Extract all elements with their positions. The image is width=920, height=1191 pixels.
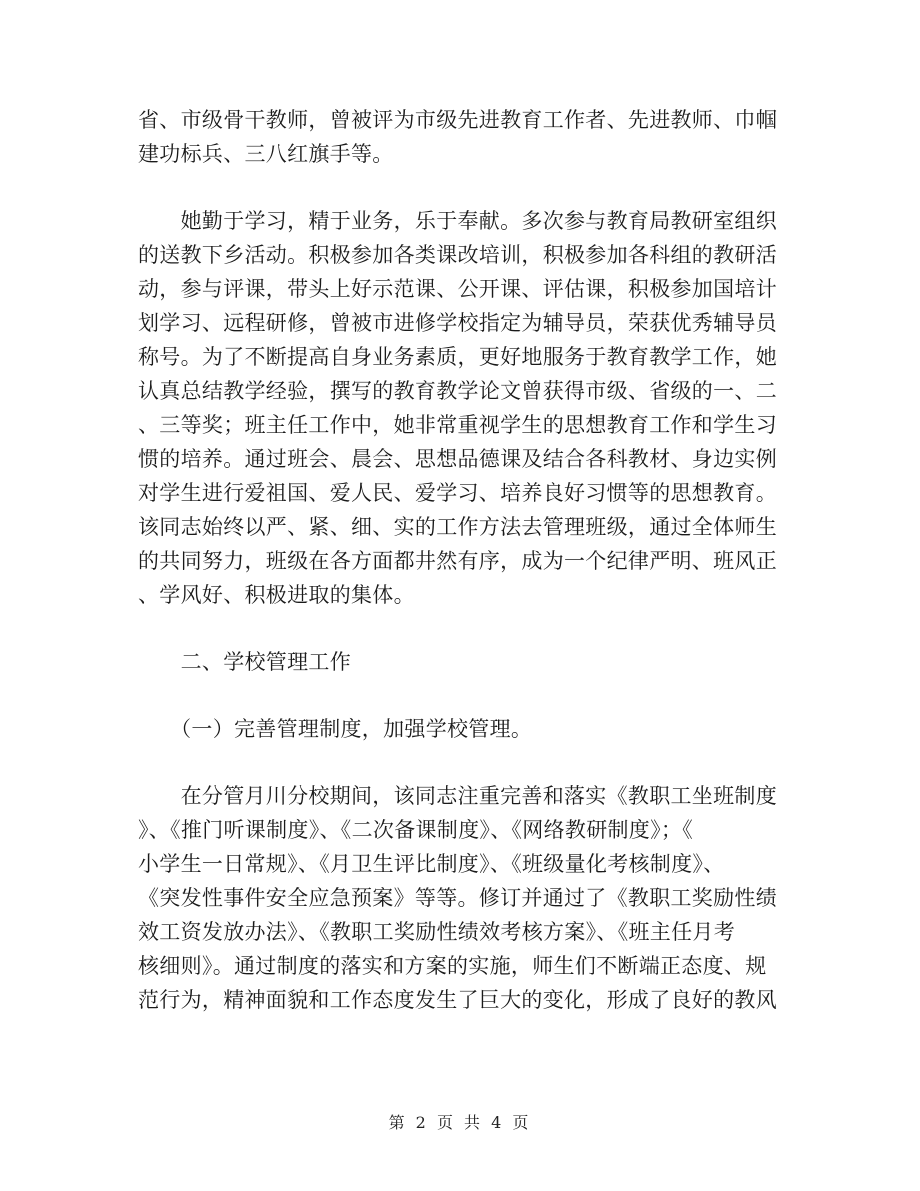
paragraph-gap — [138, 171, 783, 204]
paragraph-gap — [138, 679, 783, 712]
text-line: 建功标兵、三八红旗手等。 — [138, 142, 394, 166]
text-line: 称号。为了不断提高自身业务素质，更好地服务于教育教学工作，她 — [138, 345, 777, 369]
text-line: 、学风好、积极进取的集体。 — [138, 583, 415, 607]
text-line: 动，参与评课，带头上好示范课、公开课、评估课，积极参加国培计 — [138, 277, 777, 301]
text-line: 核细则》。通过制度的落实和方案的实施，师生们不断端正态度、规 — [138, 954, 767, 978]
paragraph-gap — [138, 746, 783, 779]
text-line: 划学习、远程研修，曾被市进修学校指定为辅导员，荣获优秀辅导员 — [138, 311, 777, 335]
text-line: 对学生进行爱祖国、爱人民、爱学习、培养良好习惯等的思想教育。 — [138, 481, 777, 505]
page-footer: 第 2 页 共 4 页 — [388, 1113, 532, 1132]
text-line: 惯的培养。通过班会、晨会、思想品德课及结合各科教材、身边实例 — [138, 447, 777, 471]
text-line: （一）完善管理制度，加强学校管理。 — [138, 717, 533, 741]
text-line: 的送教下乡活动。积极参加各类课改培训，积极参加各科组的教研活 — [138, 243, 777, 267]
text-line: 范行为，精神面貌和工作态度发生了巨大的变化，形成了良好的教风 — [138, 988, 777, 1012]
text-line: 在分管月川分校期间，该同志注重完善和落实《教职工坐班制度 — [138, 784, 777, 808]
paragraph-gap — [138, 612, 783, 645]
text-line: 、三等奖；班主任工作中，她非常重视学生的思想教育工作和学生习 — [138, 413, 777, 437]
document-body — [138, 103, 783, 1017]
text-line: 省、市级骨干教师，曾被评为市级先进教育工作者、先进教师、巾帼 — [138, 108, 777, 132]
text-line: 的共同努力，班级在各方面都井然有序，成为一个纪律严明、班风正 — [138, 549, 777, 573]
text-line: 》、《推门听课制度》、《二次备课制度》、《网络教研制度》；《 — [138, 818, 693, 842]
text-line: 二、学校管理工作 — [138, 650, 351, 674]
text-line: 小学生一日常规》、《月卫生评比制度》、《班级量化考核制度》、 — [138, 852, 725, 876]
text-line: 该同志始终以严、紧、细、实的工作方法去管理班级，通过全体师生 — [138, 515, 777, 539]
text-line: 认真总结教学经验，撰写的教育教学论文曾获得市级、省级的一、二 — [138, 379, 777, 403]
text-line: 她勤于学习，精于业务，乐于奉献。多次参与教育局教研室组织 — [138, 209, 777, 233]
text-line: 《突发性事件安全应急预案》等等。修订并通过了《教职工奖励性绩 — [138, 886, 777, 910]
text-line: 效工资发放办法》、《教职工奖励性绩效考核方案》、《班主任月考 — [138, 920, 735, 944]
